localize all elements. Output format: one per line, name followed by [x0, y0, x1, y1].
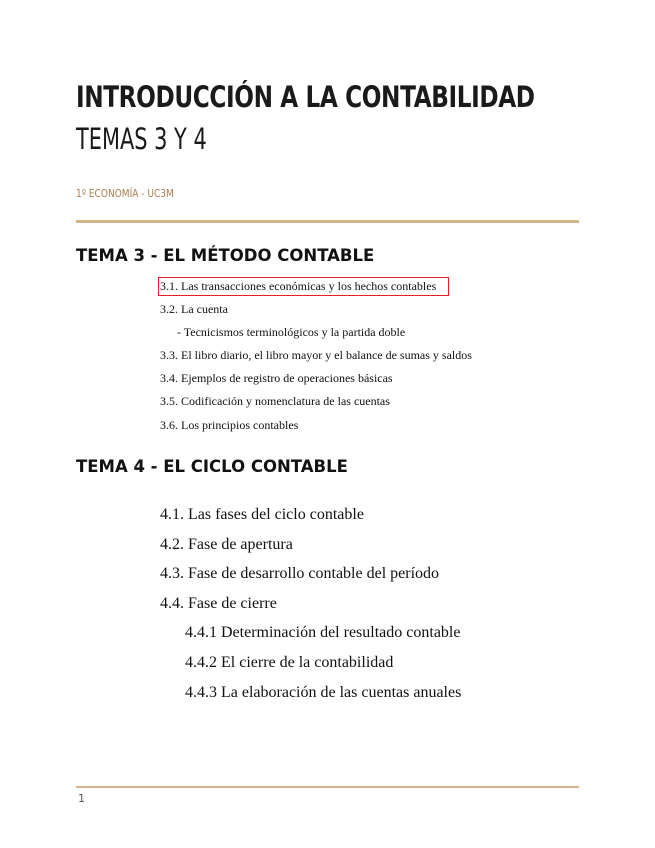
tema4-toc	[160, 503, 461, 710]
toc-item-4-4-2: 4.4.2 El cierre de la contabilidad	[185, 653, 394, 671]
header-divider	[76, 220, 579, 223]
course-meta: 1º ECONOMÍA - UC3M	[76, 187, 174, 200]
toc-item-3-5: 3.5. Codificación y nomenclatura de las cuentas	[160, 394, 390, 409]
tema3-toc	[160, 276, 472, 438]
toc-item-3-4: 3.4. Ejemplos de registro de operaciones básicas	[160, 371, 393, 386]
toc-item-3-3: 3.3. El libro diario, el libro mayor y el balance de sumas y saldos	[160, 348, 472, 363]
footer-divider	[76, 786, 579, 788]
document-subtitle: TEMAS 3 Y 4	[76, 122, 207, 156]
toc-subitem-tecnicismos: - Tecnicismos terminológicos y la partida doble	[177, 325, 406, 340]
toc-item-3-6: 3.6. Los principios contables	[160, 417, 299, 432]
tema4-heading: TEMA 4 - EL CICLO CONTABLE	[76, 457, 348, 476]
highlighted-toc-label[interactable]: 3.1. Las transacciones económicas y los hechos contables	[158, 277, 449, 296]
toc-item-4-4: 4.4. Fase de cierre	[160, 594, 277, 612]
page-number: 1	[78, 792, 85, 805]
toc-item-3-1[interactable]	[160, 276, 472, 299]
toc-item-4-4-3: 4.4.3 La elaboración de las cuentas anuales	[185, 683, 462, 701]
document-title: INTRODUCCIÓN A LA CONTABILIDAD	[76, 80, 535, 114]
tema3-heading: TEMA 3 - EL MÉTODO CONTABLE	[76, 246, 375, 265]
toc-item-4-1: 4.1. Las fases del ciclo contable	[160, 506, 364, 523]
toc-item-4-4-1: 4.4.1 Determinación del resultado contable	[185, 624, 461, 642]
toc-item-3-2: 3.2. La cuenta	[160, 302, 228, 317]
toc-item-4-2: 4.2. Fase de apertura	[160, 535, 293, 553]
toc-item-4-3: 4.3. Fase de desarrollo contable del período	[160, 565, 440, 583]
